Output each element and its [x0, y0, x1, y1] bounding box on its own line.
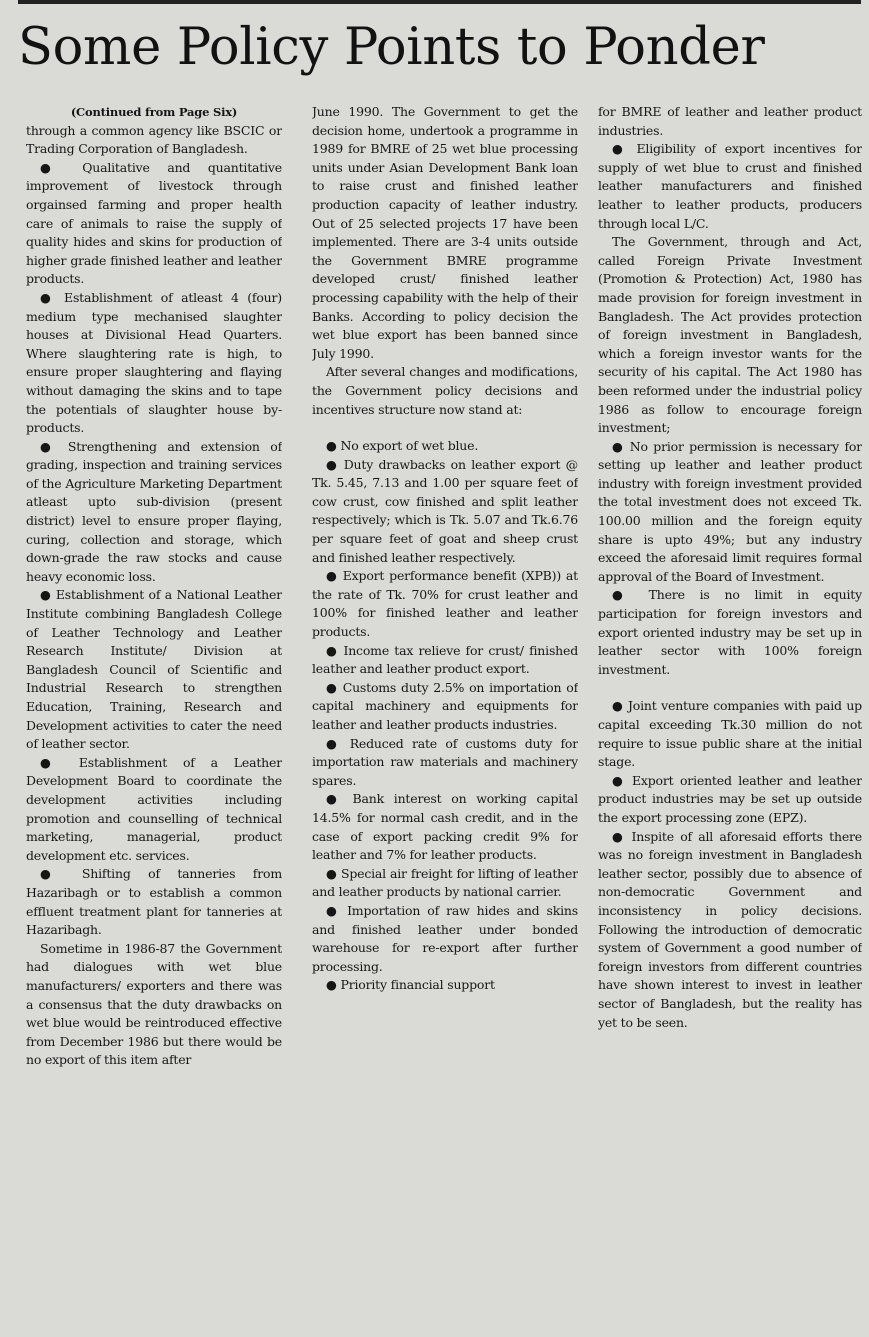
bullet-paragraph: [312, 679, 578, 735]
bullet-paragraph: [312, 865, 578, 902]
paragraph-text: Eligibility of export incentives for supply of wet blue to crust and finished leather manufacturers and finished leather to leather products, producers through local L/C.: [598, 141, 862, 231]
bullet-paragraph: [598, 140, 862, 233]
bullet-paragraph: [312, 976, 578, 995]
top-rule: [18, 0, 861, 4]
bullet-paragraph: [26, 159, 282, 289]
bullet-paragraph: [312, 567, 578, 641]
paragraph-text: Reduced rate of customs duty for importation raw materials and machinery spares.: [312, 735, 578, 788]
paragraph-text: Joint venture companies with paid up capital exceeding Tk.30 million do not require to issue public share at the initial stage.: [598, 698, 862, 770]
paragraph: for BMRE of leather and leather product industries.: [598, 104, 862, 138]
bullet-icon: ●: [612, 698, 624, 714]
bullet-icon: ●: [326, 568, 338, 584]
paragraph: Sometime in 1986-87 the Government had dialogues with wet blue manufacturers/ exporters and there was a consensus that the duty drawbacks on wet blue would be reintroduced effective from December 1986 but there would be no export of this item after: [26, 940, 282, 1068]
bullet-icon: ●: [612, 772, 626, 788]
paragraph-text: Customs duty 2.5% on importation of capital machinery and equipments for leather and leather products industries.: [312, 679, 578, 732]
paragraph-text: No prior permission is necessary for setting up leather and leather product industry with foreign investment provided the total investment does not exceed Tk. 100.00 million and the foreign equity share is upto 49%; but any industry exceed the aforesaid limit requires formal approval of the Board of Investment.: [598, 438, 862, 584]
paragraph-text: Priority financial support: [340, 977, 495, 993]
bullet-icon: ●: [326, 977, 337, 993]
bullet-icon: ●: [40, 866, 65, 882]
column-2: [312, 103, 578, 1328]
bullet-paragraph: [26, 438, 282, 587]
paragraph-text: Establishment of a National Leather Institute combining Bangladesh College of Leather Technology and Leather Research Institute/ Division at Bangladesh Council of Scientific and Industrial Research to strengthen Education, Training, Research and Development activities to cater the need of leather sector.: [26, 587, 282, 752]
headline: Some Policy Points to Ponder: [18, 18, 765, 77]
continued-note: (Continued from Page Six): [70, 105, 238, 119]
paragraph: through a common agency like BSCIC or Trading Corporation of Bangladesh.: [26, 122, 282, 157]
bullet-paragraph: [26, 586, 282, 753]
bullet-icon: ●: [326, 791, 343, 807]
paragraph: June 1990. The Government to get the decision home, undertook a programme in 1989 for BMRE of 25 wet blue processing units under Asian Development Bank loan to raise crust and finished leather production capacity of leather industry. Out of 25 selected projects 17 have been implemented. There are 3-4 units outside the Government BMRE programme developed crust/ finished leather processing capability with the help of their Banks. According to policy decision the wet blue export has been banned since July 1990.: [312, 104, 578, 361]
bullet-paragraph: [312, 790, 578, 864]
paragraph-text: Export performance benefit (XPB)) at the rate of Tk. 70% for crust leather and 100% for finished leather and leather products.: [312, 568, 578, 640]
bullet-icon: ●: [612, 141, 628, 157]
paragraph-text: Income tax relieve for crust/ finished leather and leather product export.: [312, 642, 578, 677]
paragraph-text: Qualitative and quantitative improvement of livestock through orgainsed farming and proper health care of animals to raise the supply of quality hides and skins for production of higher grade finished leather and leather products.: [26, 159, 282, 287]
bullet-icon: ●: [40, 289, 56, 305]
bullet-paragraph: [312, 735, 578, 791]
bullet-paragraph: [598, 438, 862, 587]
paragraph-text: Shifting of tanneries from Hazaribagh or to establish a common effluent treatment plant for tanneries at Hazaribagh.: [26, 866, 282, 938]
bullet-icon: ●: [612, 828, 626, 844]
paragraph: The Government, through and Act, called Foreign Private Investment (Promotion & Protection) Act, 1980 has made provision for foreign investment in Bangladesh. The Act provides protection of foreign investment in Bangladesh, which a foreign investor wants for the security of his capital. The Act 1980 has been reformed under the industrial policy 1986 as follow to encourage foreign investment;: [598, 234, 862, 436]
paragraph-text: Duty drawbacks on leather export @ Tk. 5.45, 7.13 and 1.00 per square feet of cow crust, cow finished and split leather respectively; which is Tk. 5.07 and Tk.6.76 per square feet of goat and sheep crust and finished leather respectively.: [312, 456, 578, 565]
bullet-icon: ●: [612, 587, 634, 603]
paragraph-text: Inspite of all aforesaid efforts there was no foreign investment in Bangladesh leather sector, possibly due to absence of non-democratic Government and inconsistency in policy decisions. Following the introduction of democratic system of Government a good number of foreign investors from different countries have shown interest to invest in leather sector of Bangladesh, but the reality has yet to be seen.: [598, 828, 862, 1030]
column-1: [26, 103, 282, 1328]
bullet-paragraph: [312, 642, 578, 679]
bullet-icon: ●: [326, 902, 340, 918]
paragraph-text: Importation of raw hides and skins and finished leather under bonded warehouse for re-export after further processing.: [312, 902, 578, 974]
bullet-icon: ●: [326, 679, 338, 695]
bullet-paragraph: [312, 456, 578, 568]
bullet-icon: ●: [326, 438, 337, 454]
paragraph-text: Bank interest on working capital 14.5% for normal cash credit, and in the case of export packing credit 9% for leather and 7% for leather products.: [312, 791, 578, 863]
bullet-icon: ●: [326, 456, 339, 472]
paragraph-text: Strengthening and extension of grading, inspection and training services of the Agriculture Marketing Department atleast upto sub-division (present district) level to ensure proper flaying, curing, collection and storage, which down-grade the raw stocks and cause heavy economic loss.: [26, 438, 282, 584]
bullet-icon: ●: [326, 865, 337, 881]
paragraph-text: Establishment of a Leather Development Board to coordinate the development activities including promotion and counselling of technical marketing, managerial, product development etc. services.: [26, 754, 282, 863]
bullet-icon: ●: [326, 642, 339, 658]
bullet-icon: ●: [40, 587, 52, 603]
paragraph-text: No export of wet blue.: [340, 438, 479, 454]
paragraph: After several changes and modifications, the Government policy decisions and incentives structure now stand at:: [312, 364, 578, 417]
paragraph-text: Export oriented leather and leather product industries may be set up outside the export processing zone (EPZ).: [598, 772, 862, 825]
bullet-icon: ●: [612, 438, 625, 454]
bullet-paragraph: [598, 697, 862, 771]
bullet-icon: ●: [326, 735, 342, 751]
bullet-icon: ●: [40, 754, 63, 770]
bullet-paragraph: [312, 437, 578, 456]
paragraph-text: Establishment of atleast 4 (four) medium type mechanised slaughter houses at Divisional Head Quarters. Where slaughtering rate is high, to ensure proper slaughtering and flaying without damaging the skins and to tape the potentials of slaughter house by-products.: [26, 289, 282, 436]
bullet-paragraph: [598, 586, 862, 679]
bullet-icon: ●: [40, 438, 58, 454]
paragraph-text: Special air freight for lifting of leather and leather products by national carrier.: [312, 865, 578, 900]
bullet-paragraph: [598, 828, 862, 1033]
bullet-paragraph: [26, 289, 282, 438]
column-3: [598, 103, 862, 1328]
bullet-paragraph: [26, 754, 282, 866]
bullet-paragraph: [312, 902, 578, 976]
bullet-paragraph: [26, 865, 282, 939]
paragraph-text: There is no limit in equity participation for foreign investors and export oriented industry may be set up in leather sector with 100% foreign investment.: [598, 587, 862, 677]
bullet-paragraph: [598, 772, 862, 828]
bullet-icon: ●: [40, 159, 65, 175]
